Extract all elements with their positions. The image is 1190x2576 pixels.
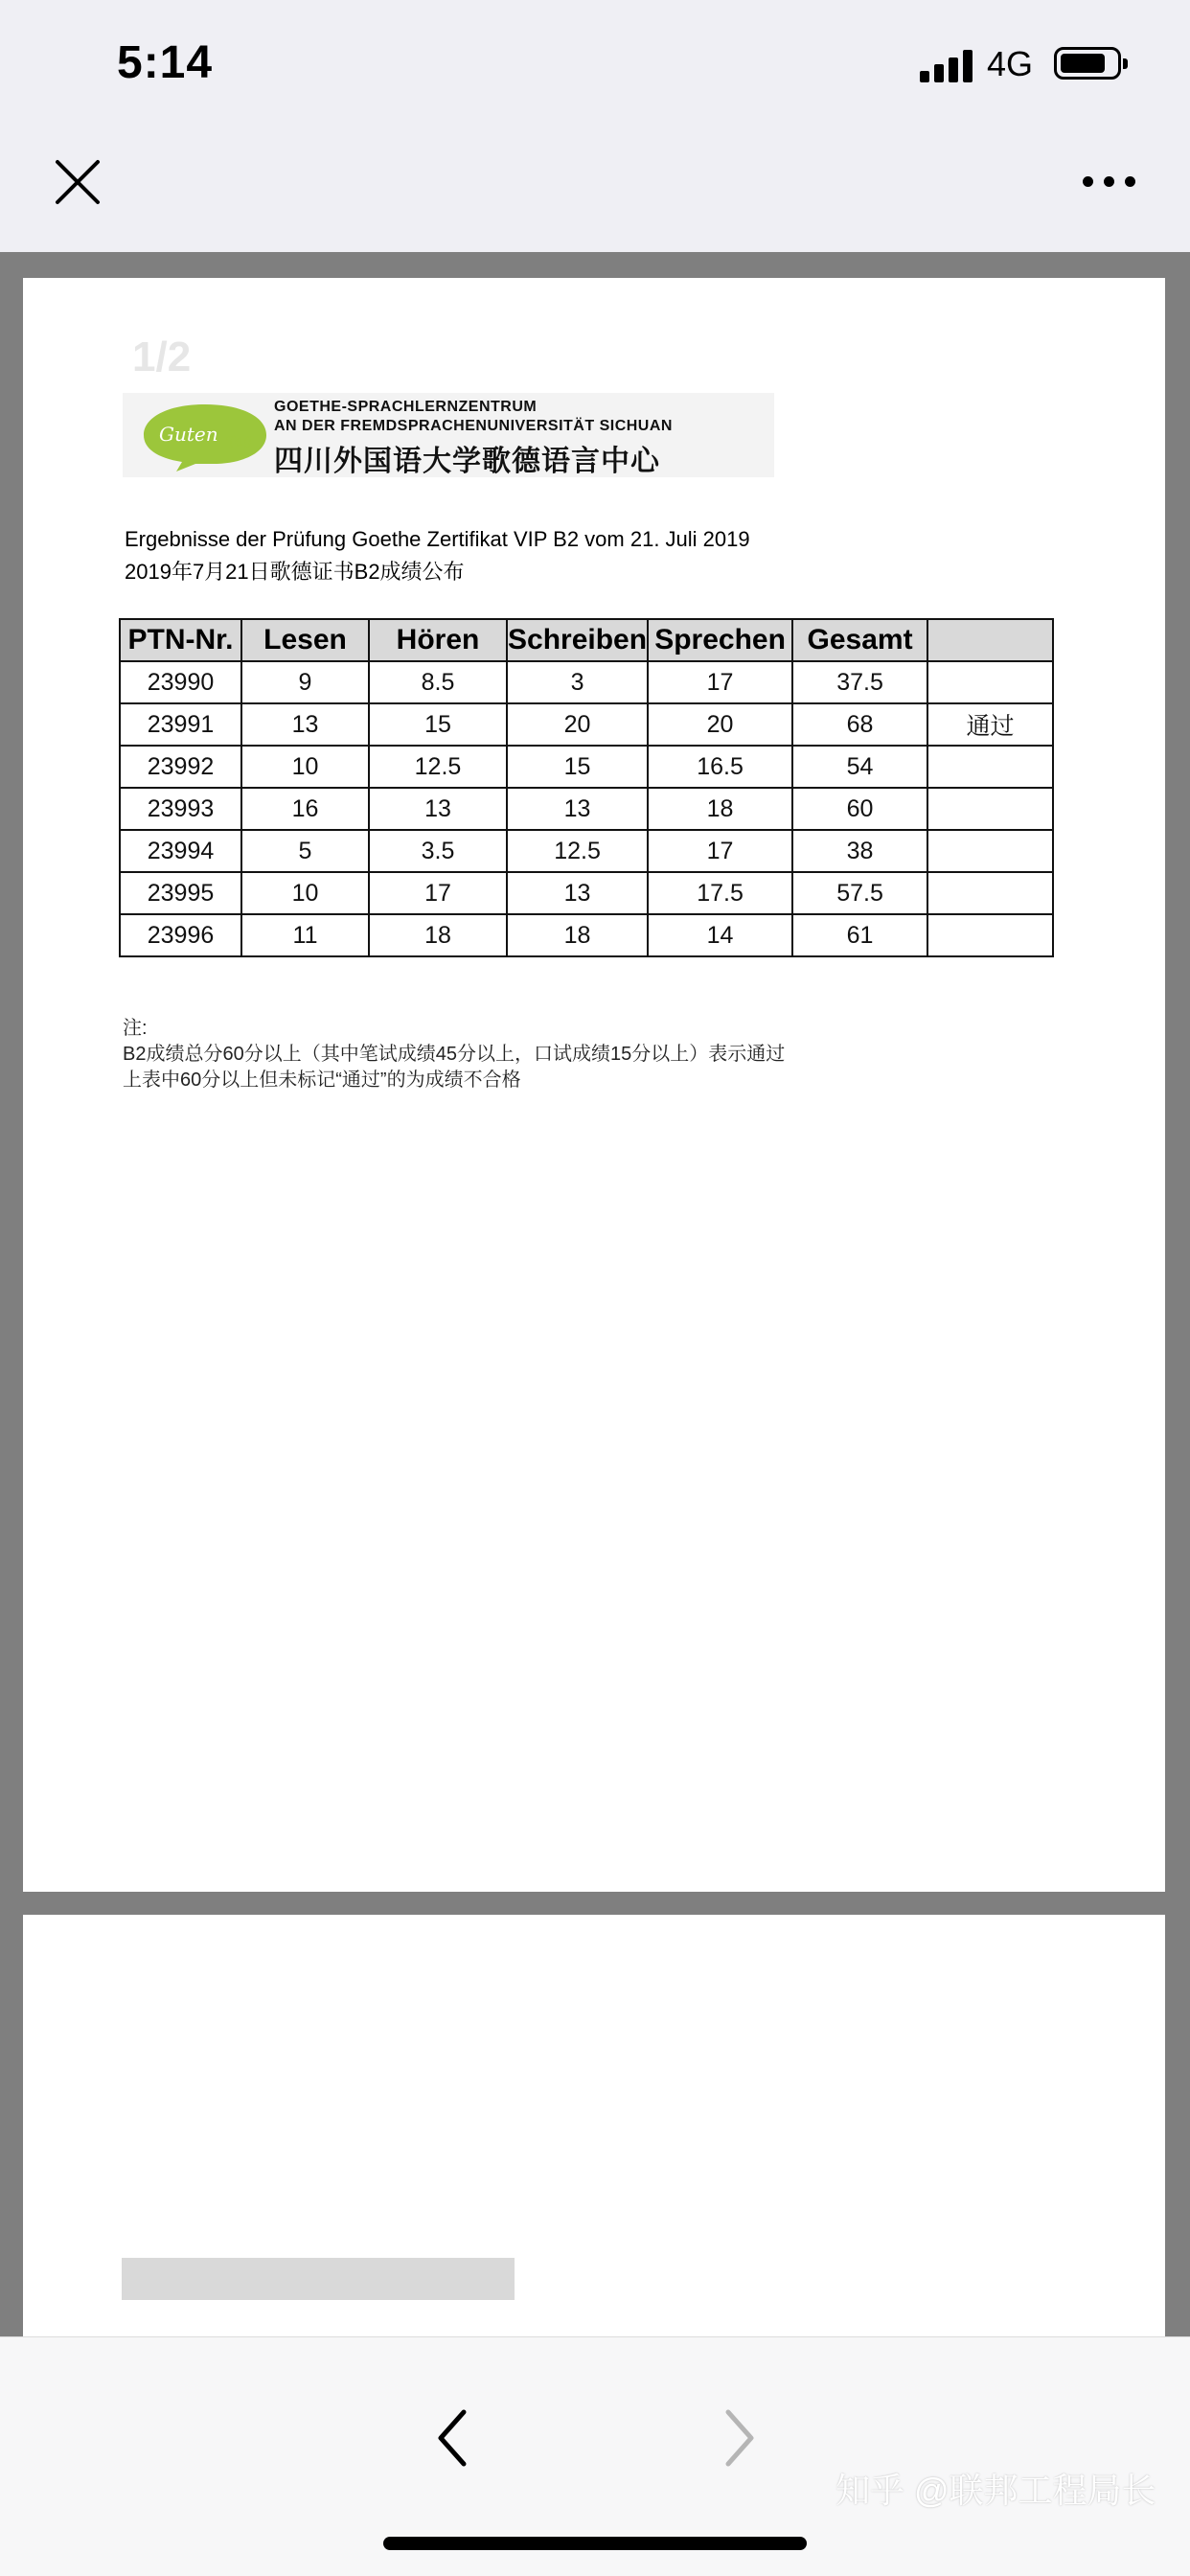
chevron-left-icon — [429, 2404, 477, 2472]
header-sprechen: Sprechen — [648, 619, 792, 661]
cell-hoeren: 12.5 — [369, 746, 507, 788]
document-page-1[interactable] — [23, 278, 1165, 1892]
notes — [123, 1016, 785, 1093]
guten-tag-logo-icon — [138, 401, 272, 472]
cell-hoeren: 13 — [369, 788, 507, 830]
more-options-button[interactable] — [1081, 172, 1138, 192]
goethe-logo — [123, 393, 774, 477]
logo-line-1: GOETHE-SPRACHLERNZENTRUM — [274, 399, 538, 415]
signal-icon — [920, 50, 973, 82]
cell-status — [927, 788, 1053, 830]
cell-sprechen: 14 — [648, 914, 792, 956]
cell-gesamt: 61 — [792, 914, 927, 956]
more-dots-icon — [1083, 176, 1093, 187]
network-type: 4G — [987, 44, 1034, 83]
cell-schreiben: 15 — [507, 746, 648, 788]
cell-schreiben: 13 — [507, 872, 648, 914]
logo-line-2: AN DER FREMDSPRACHENUNIVERSITÄT SICHUAN — [274, 418, 673, 434]
chevron-right-icon — [715, 2404, 763, 2472]
cell-hoeren: 3.5 — [369, 830, 507, 872]
cell-status — [927, 746, 1053, 788]
table-header-row — [120, 619, 1053, 661]
cell-schreiben: 18 — [507, 914, 648, 956]
top-bar — [0, 0, 1190, 252]
cell-schreiben: 20 — [507, 703, 648, 746]
cell-status — [927, 872, 1053, 914]
cell-schreiben: 12.5 — [507, 830, 648, 872]
cell-lesen: 10 — [241, 746, 369, 788]
cell-status — [927, 661, 1053, 703]
cell-status — [927, 914, 1053, 956]
close-button[interactable] — [54, 158, 102, 206]
score-table — [119, 618, 1054, 957]
back-button[interactable] — [429, 2404, 477, 2472]
battery-icon — [1054, 47, 1121, 80]
svg-text:Guten: Guten — [159, 423, 218, 446]
cell-sprechen: 16.5 — [648, 746, 792, 788]
table-row — [120, 788, 1053, 830]
header-gesamt: Gesamt — [792, 619, 927, 661]
cell-ptn: 23994 — [120, 830, 241, 872]
cell-ptn: 23991 — [120, 703, 241, 746]
cell-schreiben: 13 — [507, 788, 648, 830]
cell-lesen: 11 — [241, 914, 369, 956]
document-subtitle: 2019年7月21日歌德证书B2成绩公布 — [125, 560, 465, 584]
cell-sprechen: 18 — [648, 788, 792, 830]
cell-ptn: 23992 — [120, 746, 241, 788]
cell-lesen: 13 — [241, 703, 369, 746]
table-row — [120, 914, 1053, 956]
home-indicator[interactable] — [383, 2537, 807, 2550]
table-row — [120, 661, 1053, 703]
notes-line-2: 上表中60分以上但未标记“通过”的为成绩不合格 — [123, 1070, 521, 1091]
page-indicator: 1/2 — [132, 334, 192, 380]
cell-gesamt: 54 — [792, 746, 927, 788]
cell-schreiben: 3 — [507, 661, 648, 703]
forward-button[interactable] — [715, 2404, 763, 2472]
cell-lesen: 9 — [241, 661, 369, 703]
cell-gesamt: 60 — [792, 788, 927, 830]
logo-line-3: 四川外国语大学歌德语言中心 — [274, 446, 660, 477]
cell-sprechen: 20 — [648, 703, 792, 746]
table-row — [120, 703, 1053, 746]
close-icon — [54, 158, 102, 206]
header-lesen: Lesen — [241, 619, 369, 661]
cell-hoeren: 15 — [369, 703, 507, 746]
cell-status — [927, 830, 1053, 872]
page-2-header-bar — [122, 2258, 515, 2300]
cell-gesamt: 57.5 — [792, 872, 927, 914]
cell-ptn: 23995 — [120, 872, 241, 914]
cell-lesen: 10 — [241, 872, 369, 914]
cell-ptn: 23990 — [120, 661, 241, 703]
cell-sprechen: 17 — [648, 661, 792, 703]
bottom-toolbar — [0, 2336, 1190, 2576]
status-time: 5:14 — [117, 37, 214, 88]
notes-label: 注: — [123, 1018, 148, 1039]
document-page-2[interactable] — [23, 1915, 1165, 2336]
header-status — [927, 619, 1053, 661]
cell-ptn: 23993 — [120, 788, 241, 830]
header-hoeren: Hören — [369, 619, 507, 661]
cell-hoeren: 8.5 — [369, 661, 507, 703]
header-ptn-nr: PTN-Nr. — [120, 619, 241, 661]
table-row — [120, 830, 1053, 872]
document-title: Ergebnisse der Prüfung Goethe Zertifikat VIP B2 vom 21. Juli 2019 — [125, 527, 750, 551]
cell-status: 通过 — [927, 703, 1053, 746]
cell-gesamt: 68 — [792, 703, 927, 746]
cell-ptn: 23996 — [120, 914, 241, 956]
cell-sprechen: 17 — [648, 830, 792, 872]
watermark: 知乎 @联邦工程局长 — [835, 2471, 1156, 2510]
notes-line-1: B2成绩总分60分以上（其中笔试成绩45分以上，口试成绩15分以上）表示通过 — [123, 1044, 786, 1065]
table-row — [120, 746, 1053, 788]
cell-sprechen: 17.5 — [648, 872, 792, 914]
cell-hoeren: 18 — [369, 914, 507, 956]
cell-lesen: 16 — [241, 788, 369, 830]
header-schreiben: Schreiben — [507, 619, 648, 661]
cell-gesamt: 38 — [792, 830, 927, 872]
cell-lesen: 5 — [241, 830, 369, 872]
table-row — [120, 872, 1053, 914]
svg-text:Tag: Tag — [224, 429, 254, 452]
cell-gesamt: 37.5 — [792, 661, 927, 703]
cell-hoeren: 17 — [369, 872, 507, 914]
